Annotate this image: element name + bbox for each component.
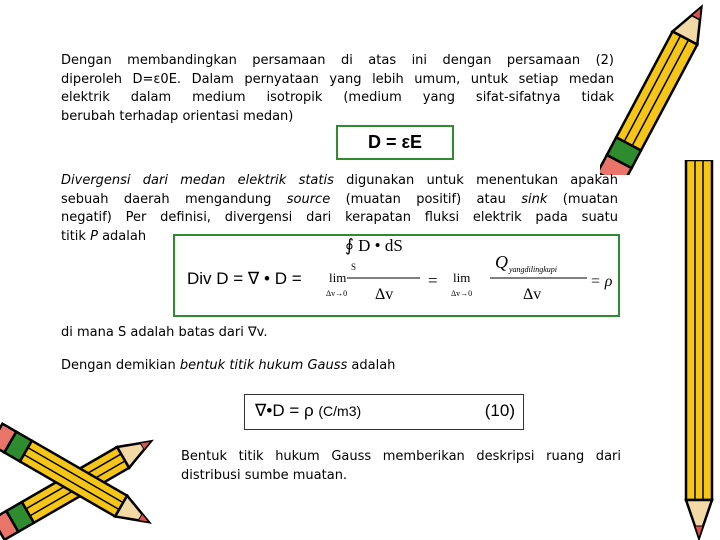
- italic-text: source: [286, 191, 331, 207]
- pencil-icon: [0, 420, 180, 540]
- intro-line: elektrik dalam medium isotropik (medium yang sifat-sifatnya tidak: [61, 90, 614, 105]
- integral-subscript: S: [351, 262, 357, 272]
- equation-number: (10): [484, 401, 515, 420]
- italic-text: bentuk titik hukum Gauss: [179, 358, 348, 373]
- text: adalah: [347, 358, 396, 373]
- italic-text: P: [90, 228, 98, 244]
- text: sebuah daerah mengandung: [61, 191, 287, 207]
- divergence-line: [61, 172, 618, 191]
- italic-text: Divergensi dari medan elektrik statis: [61, 173, 334, 188]
- intro-line: diperoleh D=ε0E. Dalam pernyataan yang lebih umum, untuk setiap medan: [61, 71, 614, 87]
- conclusion-line: distribusi sumbe muatan.: [181, 467, 348, 483]
- text: Dengan demikian: [61, 358, 180, 373]
- text: adalah: [97, 228, 147, 244]
- gauss-law-equation-box: [244, 394, 524, 430]
- denominator: Δv: [523, 286, 542, 303]
- unit-text: (C/m3): [318, 403, 362, 419]
- charge-subscript: yangdilingkupi: [509, 265, 557, 274]
- pencil-icon: [600, 0, 720, 175]
- lim-subscript: Δv→0: [451, 289, 473, 298]
- charge-q: Q: [495, 252, 508, 272]
- conclusion-paragraph: [181, 448, 621, 485]
- boundary-text: di mana S adalah batas dari ∇v.: [61, 325, 268, 340]
- intro-line: berubah terhadap orientasi medan): [61, 108, 294, 124]
- equals-sign: =: [428, 271, 438, 290]
- equation-d-eps-e: D = εE: [336, 125, 454, 160]
- divergence-formula: [325, 236, 615, 315]
- lim-text: lim: [453, 270, 471, 285]
- denominator: Δv: [375, 286, 394, 303]
- pencil-icon: [680, 160, 720, 540]
- intro-paragraph: [61, 52, 614, 126]
- surface-integral: ∮ D • dS: [345, 236, 403, 255]
- divergence-line: [61, 191, 618, 210]
- lim-subscript: Δv→0: [326, 289, 348, 298]
- rho-term: = ρ: [590, 273, 613, 290]
- gauss-intro-text: [61, 358, 395, 373]
- intro-line: Dengan membandingkan persamaan di atas ini dengan persamaan (2): [61, 53, 614, 68]
- equation-text: ∇•D = ρ: [255, 401, 314, 420]
- text: titik: [61, 228, 91, 244]
- text: (muatan positif) atau: [330, 191, 522, 207]
- text: digunakan untuk menentukan apakah: [333, 173, 618, 188]
- divergence-equation-box: [173, 234, 620, 317]
- conclusion-line: Bentuk titik hukum Gauss memberikan deskripsi ruang dari: [181, 449, 621, 464]
- divergence-line: negatif) Per definisi, divergensi dari kerapatan fluksi elektrik pada suatu: [61, 210, 618, 225]
- lim-text: lim: [329, 270, 347, 285]
- gauss-law-lhs: [255, 401, 361, 421]
- divergence-label: Div D = ∇ • D =: [187, 269, 302, 288]
- text: (muatan: [547, 191, 618, 207]
- italic-text: sink: [521, 191, 548, 207]
